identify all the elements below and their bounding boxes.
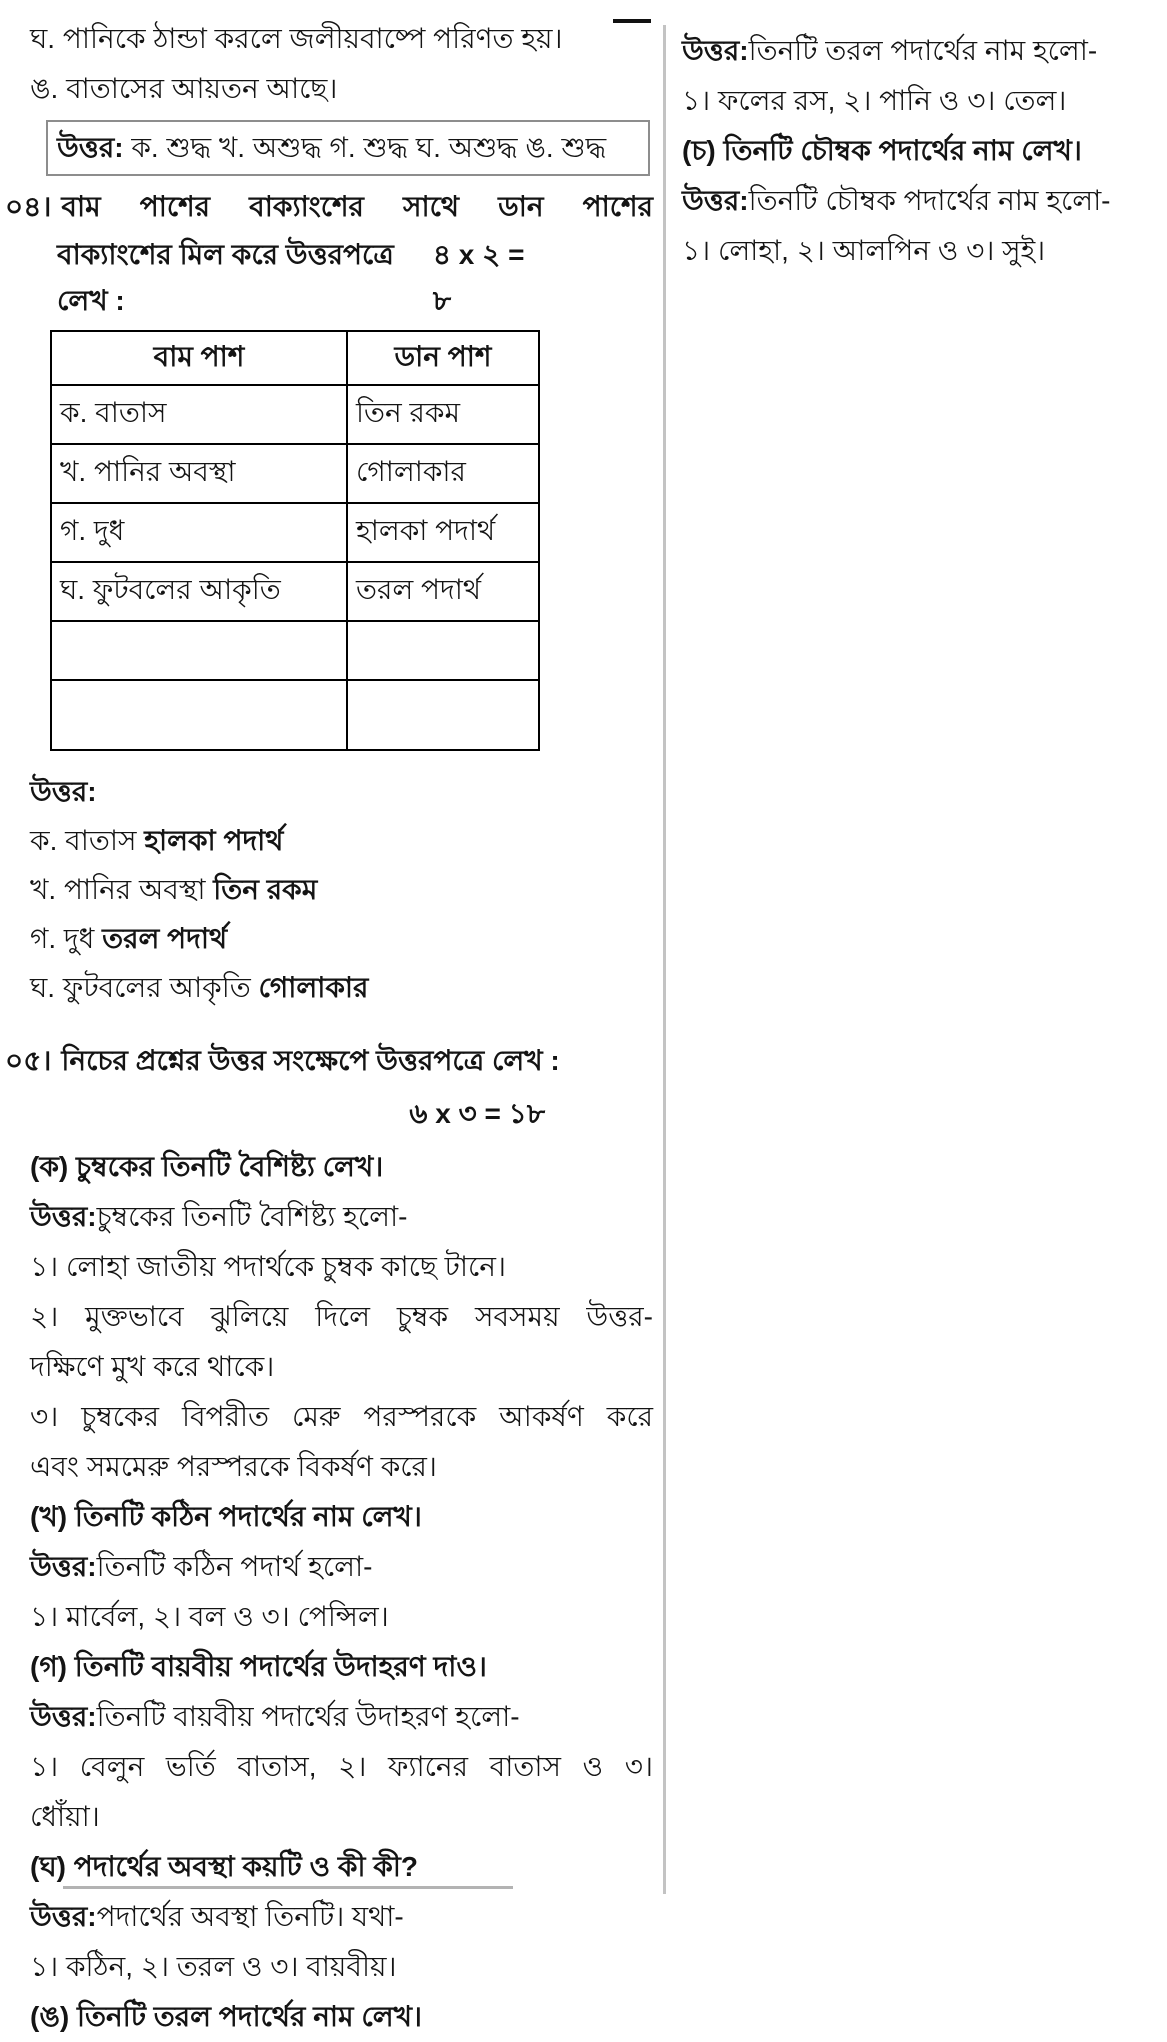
answer-line: এবং সমমেরু পরস্পরকে বিকর্ষণ করে। (30, 1451, 437, 1482)
answer-line: দক্ষিণে মুখ করে থাকে। (30, 1351, 275, 1382)
answer-line: ১। কঠিন, ২। তরল ও ৩। বায়বীয়। (30, 1951, 397, 1982)
q4-number: ০৪। (5, 191, 52, 222)
part-question-uno: (ঙ) তিনটি তরল পদার্থের নাম লেখ। (30, 2001, 422, 2032)
q4-answers (0, 767, 655, 1012)
table-row (51, 444, 539, 503)
tf-item-uno: ঙ. বাতাসের আয়তন আছে। (30, 73, 338, 104)
table-cell-left (51, 621, 347, 680)
answer-line: ৩। চুম্বকের বিপরীত মেরু পরস্পরকে আকর্ষণ করে (30, 1401, 653, 1432)
match-answer: ক. বাতাস হালকা পদার্থ (30, 825, 284, 856)
tf-item-gha: ঘ. পানিকে ঠান্ডা করলে জলীয়বাষ্পে পরিণত হয়। (30, 23, 563, 54)
answer-label: উত্তর: (57, 132, 124, 163)
answer-line: ১। ফলের রস, ২। পানি ও ৩। তেল। (682, 85, 1067, 116)
q3-answer-box (46, 120, 650, 176)
q5-number: ০৫। (5, 1045, 52, 1076)
match-answer: গ. দুধ তরল পদার্থ (30, 923, 228, 954)
q4-heading-line1 (0, 182, 655, 232)
part-answer-intro: উত্তর:তিনটি চৌম্বক পদার্থের নাম হলো- (682, 185, 1111, 216)
answer-line: ২। মুক্তভাবে ঝুলিয়ে দিলে চুম্বক সবসময় উত্তর- (30, 1301, 653, 1332)
column-divider (663, 25, 666, 1894)
part-question-ga: (গ) তিনটি বায়বীয় পদার্থের উদাহরণ দাও। (30, 1651, 487, 1682)
q4-prompt-line2: বাক্যাংশের মিল করে উত্তরপত্রে লেখ : (57, 239, 394, 316)
table-header-row (51, 331, 539, 385)
q4-marks: ৪ x ২ = ৮ (432, 239, 525, 316)
table-cell-right: তরল পদার্থ (347, 562, 539, 621)
table-row-empty (51, 680, 539, 750)
table-header-right: ডান পাশ (347, 331, 539, 385)
table-cell-left (51, 680, 347, 750)
table-row (51, 562, 539, 621)
table-cell-right: হালকা পদার্থ (347, 503, 539, 562)
part-answer-intro: উত্তর:পদার্থের অবস্থা তিনটি। যথা- (30, 1901, 404, 1932)
q4-prompt-line1: বাম পাশের বাক্যাংশের সাথে ডান পাশের (61, 191, 653, 222)
table-cell-left: ক. বাতাস (51, 385, 347, 444)
match-answer: ঘ. ফুটবলের আকৃতি গোলাকার (30, 972, 369, 1003)
table-cell-right: গোলাকার (347, 444, 539, 503)
table-row (51, 385, 539, 444)
matching-table (50, 330, 540, 751)
table-cell-right (347, 621, 539, 680)
answer-line: ১। বেলুন ভর্তি বাতাস, ২। ফ্যানের বাতাস ও ৩। (30, 1751, 653, 1782)
match-answer: খ. পানির অবস্থা তিন রকম (30, 874, 318, 905)
part-answer-intro: উত্তর:তিনটি বায়বীয় পদার্থের উদাহরণ হলো- (30, 1701, 520, 1732)
part-question-ka: (ক) চুম্বকের তিনটি বৈশিষ্ট্য লেখ। (30, 1151, 384, 1182)
cutoff-box-top-border (63, 1886, 513, 1889)
table-cell-left: ঘ. ফুটবলের আকৃতি (51, 562, 347, 621)
part-question-gha: (ঘ) পদার্থের অবস্থা কয়টি ও কী কী? (30, 1851, 418, 1882)
table-cell-right: তিন রকম (347, 385, 539, 444)
q5-heading (0, 1036, 655, 1086)
q5-prompt: নিচের প্রশ্নের উত্তর সংক্ষেপে উত্তরপত্রে লেখ : (61, 1045, 560, 1076)
answer-label: উত্তর: (30, 776, 97, 807)
table-cell-left: খ. পানির অবস্থা (51, 444, 347, 503)
table-cell-right (347, 680, 539, 750)
part-answer-intro: উত্তর:তিনটি কঠিন পদার্থ হলো- (30, 1551, 373, 1582)
table-row (51, 503, 539, 562)
table-cell-left: গ. দুধ (51, 503, 347, 562)
answer-line: ১। মার্বেল, ২। বল ও ৩। পেন্সিল। (30, 1601, 389, 1632)
part-answer-intro: উত্তর:তিনটি তরল পদার্থের নাম হলো- (682, 35, 1098, 66)
q3-answer-text: ক. শুদ্ধ খ. অশুদ্ধ গ. শুদ্ধ ঘ. অশুদ্ধ ঙ. শুদ্ধ (123, 132, 607, 163)
right-column (682, 0, 1160, 276)
q4-heading-line2 (0, 232, 655, 324)
part-question-cha: (চ) তিনটি চৌম্বক পদার্থের নাম লেখ। (682, 135, 1082, 166)
table-row-empty (51, 621, 539, 680)
table-header-left: বাম পাশ (51, 331, 347, 385)
q5-marks: ৬ x ৩ = ১৮ (409, 1098, 545, 1129)
answer-line: ধোঁয়া। (30, 1801, 100, 1832)
answer-line: ১। লোহা, ২। আলপিন ও ৩। সুই। (682, 235, 1046, 266)
part-answer-intro: উত্তর:চুম্বকের তিনটি বৈশিষ্ট্য হলো- (30, 1201, 408, 1232)
part-question-kha: (খ) তিনটি কঠিন পদার্থের নাম লেখ। (30, 1501, 422, 1532)
answer-line: ১। লোহা জাতীয় পদার্থকে চুম্বক কাছে টানে। (30, 1251, 506, 1282)
